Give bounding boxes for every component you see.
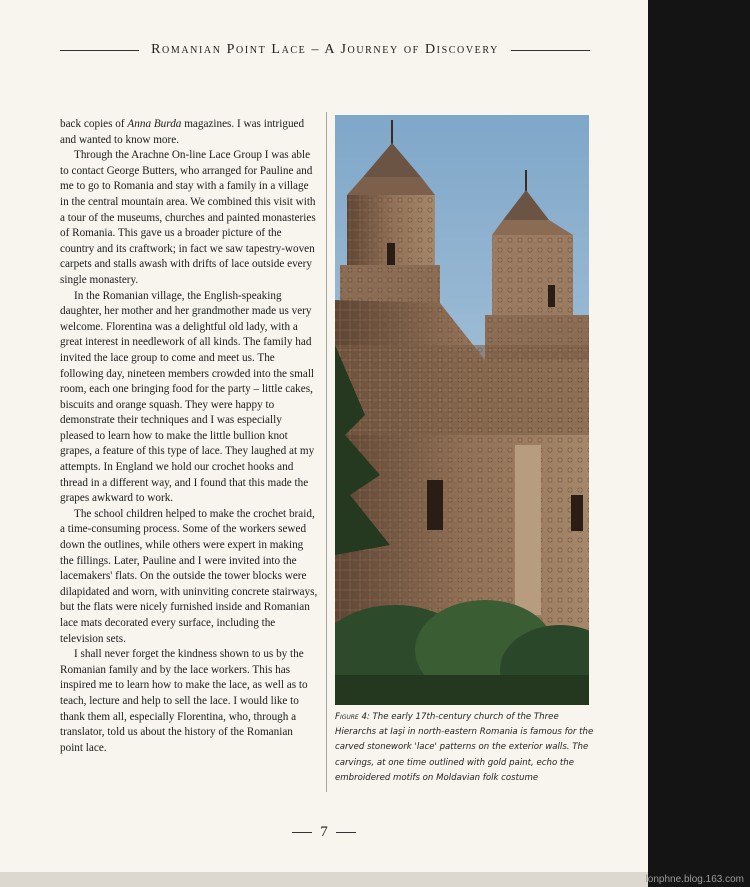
paragraph-1-start: back copies of (60, 118, 128, 130)
page-bottom-edge (0, 872, 648, 887)
watermark-text: lonphne.blog.163.com (645, 874, 744, 885)
caption-text: The early 17th-century church of the Three Hierarchs at Iaşi in north-eastern Romania is famous for the carved stonework 'lace' patterns on the exterior walls. The carvings, at one time outlined with gold paint, echo the embroidered motifs on Moldavian folk costume (335, 712, 594, 783)
folio-rule-left (292, 832, 312, 833)
header-rule-left (60, 50, 139, 51)
body-text-column (60, 117, 318, 756)
paragraph-2: Through the Arachne On-line Lace Group I was able to contact George Butters, who arranged for Pauline and me to go to Romania and stay with a family in a village in the central mountain area. We combined this visit with a tour of the museums, churches and painted monasteries of Romania. This gave us a broader picture of the country and its craftwork; in fact we saw tapestry-woven carpets and stalls awash with drifts of lace outside every single monastery. (60, 149, 316, 286)
column-divider (326, 112, 327, 792)
paragraph-1 (60, 117, 318, 148)
paragraph-4: The school children helped to make the crochet braid, a time-consuming process. Some of the workers sewed down the outlines, while others were expert in making the fillings. Later, Pauline and I were invited into the lacemakers' flats. On the outside the tower blocks were dilapidated and worn, with uninviting concrete stairways, but the flats were nicely furnished inside and Romanian lace mats decorated every surface, including the television sets. (60, 507, 318, 645)
header-rule-right (511, 50, 590, 51)
page-number (288, 822, 360, 842)
folio-rule-right (336, 832, 356, 833)
figure-caption (335, 710, 597, 786)
header-title: Romanian Point Lace – A Journey of Discovery (151, 42, 499, 57)
page-number-text: 7 (320, 823, 328, 840)
magazine-title: Anna Burda (127, 118, 182, 130)
church-illustration (335, 115, 589, 705)
running-header (60, 38, 590, 62)
book-binding-shadow (645, 0, 750, 887)
church-photo (335, 115, 589, 705)
paragraph-5: I shall never forget the kindness shown to us by the Romanian family and by the lace workers. This has inspired me to learn how to make the lace, as well as to teach, lecture and help to sell the lace. I would like to thank them all, especially Florentina, who, through a translator, told us about the history of the Romanian point lace. (60, 648, 308, 754)
paragraph-3: In the Romanian village, the English-speaking daughter, her mother and her grandmother made us very welcome. Florentina was a delightful old lady, with a great interest in needlework of all kinds. The family had invited the lace group to come and meet us. The following day, nineteen members crowded into the small room, each one bringing food for the party – little cakes, biscuits and orange squash. They were happy to demonstrate their techniques and I was especially pleased to learn how to make the little bullion knot grapes, a feature of this type of lace. They laughed at my attempts. In England we hold our crochet hooks and thread in a different way, and I found that this made the grapes awkward to work. (60, 289, 315, 505)
paragraph-1-end: magazines. I was intrigued and wanted to know more. (60, 118, 305, 146)
caption-label: Figure 4: (335, 712, 370, 722)
